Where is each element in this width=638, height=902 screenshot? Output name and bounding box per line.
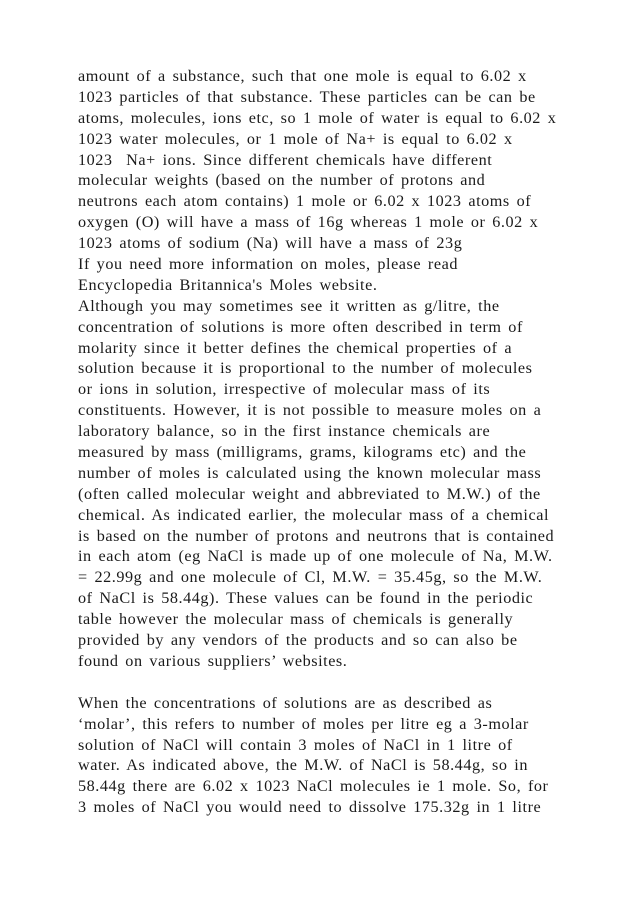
text-line: 58.44g there are 6.02 x 1023 NaCl molecules ie 1 mole. So, for <box>78 777 549 796</box>
text-line: 1023 particles of that substance. These particles can be can be <box>78 87 536 106</box>
text-line: solution of NaCl will contain 3 moles of NaCl in 1 litre of <box>78 735 513 754</box>
text-line: or ions in solution, irrespective of molecular mass of its <box>78 380 491 399</box>
text-line: measured by mass (milligrams, grams, kilograms etc) and the <box>78 443 527 462</box>
text-line: If you need more information on moles, please read <box>78 255 458 274</box>
text-line: molecular weights (based on the number of protons and <box>78 171 486 190</box>
text-line: found on various suppliers’ websites. <box>78 651 348 670</box>
text-line: molarity since it better defines the chemical properties of a <box>78 338 513 357</box>
text-line: laboratory balance, so in the first instance chemicals are <box>78 422 491 441</box>
text-line: concentration of solutions is more often described in term of <box>78 317 523 336</box>
text-line: constituents. However, it is not possible to measure moles on a <box>78 401 542 420</box>
text-line: 3 moles of NaCl you would need to dissolve 175.32g in 1 litre <box>78 798 542 817</box>
text-line: Encyclopedia Britannica's Moles website. <box>78 275 378 294</box>
text-line: water. As indicated above, the M.W. of NaCl is 58.44g, so in <box>78 756 528 775</box>
text-line: ‘molar’, this refers to number of moles per litre eg a 3-molar <box>78 714 529 733</box>
text-line: solution because it is proportional to the number of molecules <box>78 359 533 378</box>
text-line: in each atom (eg NaCl is made up of one molecule of Na, M.W. <box>78 547 553 566</box>
text-line: atoms, molecules, ions etc, so 1 mole of water is equal to 6.02 x <box>78 108 557 127</box>
text-line: 1023 water molecules, or 1 mole of Na+ is equal to 6.02 x <box>78 129 513 148</box>
text-line: neutrons each atom contains) 1 mole or 6.02 x 1023 atoms of <box>78 192 532 211</box>
text-line: Although you may sometimes see it written as g/litre, the <box>78 296 500 315</box>
text-line: oxygen (O) will have a mass of 16g whereas 1 mole or 6.02 x <box>78 213 539 232</box>
paragraph-break <box>78 672 598 693</box>
text-line: 1023 atoms of sodium (Na) will have a mass of 23g <box>78 234 463 253</box>
text-line: amount of a substance, such that one mole is equal to 6.02 x <box>78 67 527 85</box>
text-line: 1023 Na+ ions. Since different chemicals have different <box>78 150 493 169</box>
body-text <box>78 66 598 818</box>
text-line: When the concentrations of solutions are as described as <box>78 693 493 712</box>
text-line: is based on the number of protons and neutrons that is contained <box>78 526 555 545</box>
text-line: number of moles is calculated using the known molecular mass <box>78 463 542 482</box>
text-line: (often called molecular weight and abbreviated to M.W.) of the <box>78 484 541 503</box>
text-line: = 22.99g and one molecule of Cl, M.W. = 35.45g, so the M.W. <box>78 568 543 587</box>
text-line: table however the molecular mass of chemicals is generally <box>78 610 514 629</box>
text-line: chemical. As indicated earlier, the molecular mass of a chemical <box>78 505 549 524</box>
text-line: of NaCl is 58.44g). These values can be found in the periodic <box>78 589 534 608</box>
text-line: provided by any vendors of the products and so can also be <box>78 631 518 650</box>
